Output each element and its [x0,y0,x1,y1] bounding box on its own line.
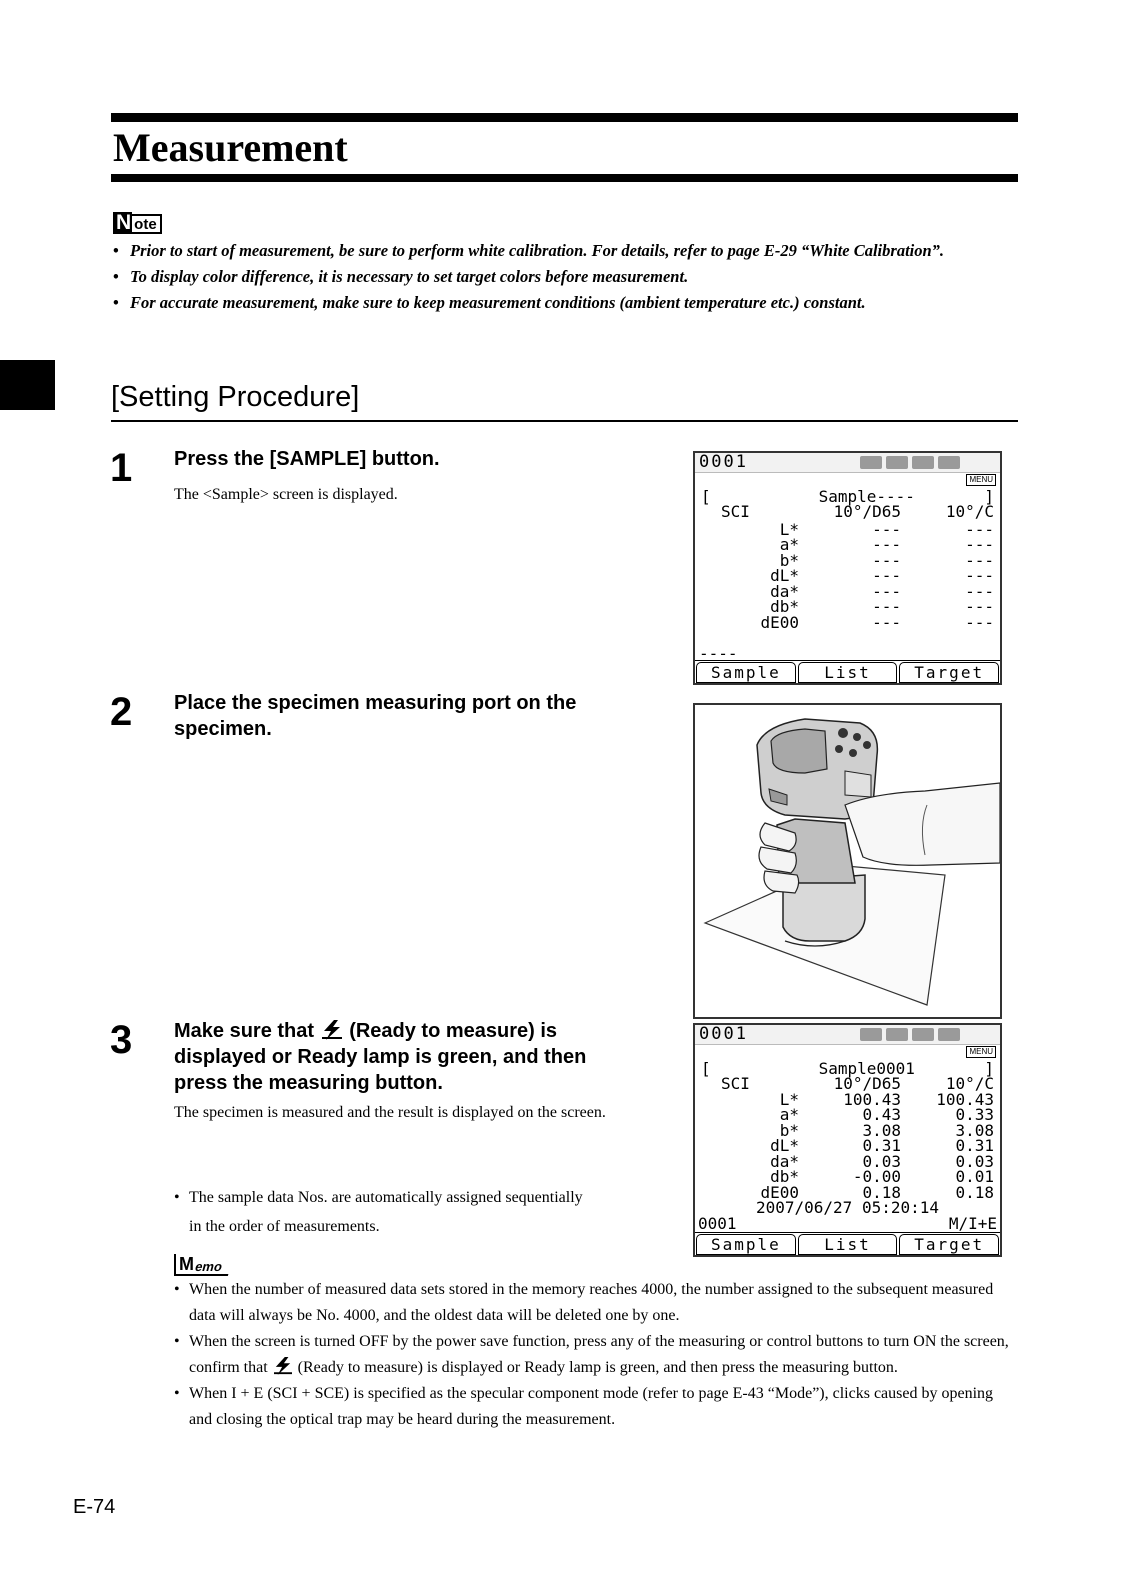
battery-icon [938,456,960,469]
lcd-tab-bar [695,660,1000,683]
note-item: • For accurate measurement, make sure to keep measurement conditions (ambient temperature etc.) constant. [113,290,1013,316]
ie-icon [886,1028,908,1041]
memo-badge [174,1254,230,1276]
lcd-data-row: b* --- --- [779,550,994,570]
spectrophotometer-illustration [695,705,1000,1017]
lcd-mode: SCI [721,1074,750,1093]
step-1-number: 1 [110,446,133,490]
lcd-data-row: b* 3.08 3.08 [779,1120,994,1140]
lcd-tab-list: List [798,662,898,683]
lcd-data-row: L* --- --- [779,519,994,539]
lcd-status-icons [860,1028,960,1041]
step-3-text: The specimen is measured and the result is displayed on the screen. [174,1104,606,1121]
lcd-data-row: da* --- --- [770,581,994,601]
lcd-bracket-right: ] [984,1058,994,1078]
lcd-col2-header: 10°/C [945,1074,994,1093]
lcd-data-row: a* --- --- [779,535,994,554]
ie-icon [886,456,908,469]
lcd-sample-name: Sample0001 [818,1058,915,1078]
lcd-tab-sample: Sample [696,1234,796,1255]
step-3-title-end: (Ready to measure) is displayed or Ready lamp is green, and then press the measuring button. [174,1020,587,1094]
title-rule-top [111,113,1018,122]
lcd-tab-sample: Sample [696,662,796,683]
step-3-title-start: Make sure that [174,1020,315,1042]
memo-badge-rest: emo [193,1260,232,1276]
step-3-number: 3 [110,1018,133,1062]
title-rule-bottom [111,174,1018,182]
lcd-mode: SCI [721,502,750,521]
lcd-sample-number: 0001 [699,1024,748,1044]
lcd-col2-header: 10°/C [945,502,994,521]
step-1-title: Press the [SAMPLE] button. [174,448,440,470]
step-3-title [174,1018,644,1096]
section-rule [111,420,1018,422]
ready-icon [912,1028,934,1041]
sample-screen-measured [693,1023,1002,1257]
lcd-footer-blank [695,630,1000,646]
step-3-bullet: • The sample data Nos. are automatically assigned sequentially in the order of measurements. [172,1183,592,1241]
memo-item: • When I + E (SCI + SCE) is specified as the specular component mode (refer to page E-43 “Mode”), clicks caused by opening and closing the optical trap may be heard during the measurement. [172,1381,1012,1433]
lcd-status-bar [695,1025,1000,1045]
lcd-footer-mode: M/I+E [948,1213,997,1233]
memo-list [172,1277,1012,1433]
memo-badge-letter: M [174,1254,195,1276]
lcd-col1-header: 10°/D65 [833,502,901,521]
note-item: • To display color difference, it is necessary to set target colors before measurement. [113,264,1013,290]
sample-screen-empty [693,451,1002,685]
lcd-footer-number: 0001 [698,1213,737,1233]
page-number: E-74 [73,1496,116,1518]
note-badge-rest: ote [132,214,162,234]
memo-item: • When the number of measured data sets stored in the memory reaches 4000, the number assigned to the subsequent measured data will always be No. 4000, and the oldest data will be deleted one by one. [172,1277,1012,1329]
lcd-footer-dashes: ---- [699,643,738,663]
lcd-sample-number: 0001 [699,452,748,472]
lcd-bracket-left: [ [701,486,711,506]
step-1-text: The <Sample> screen is displayed. [174,486,398,503]
mode-icon [860,456,882,469]
ready-icon [912,456,934,469]
step-3-bullets [172,1183,592,1241]
note-list [113,238,1013,316]
lcd-tab-target: Target [899,662,999,683]
lcd-data-row: db* -0.00 0.01 [770,1167,994,1186]
lcd-data-row: da* 0.03 0.03 [770,1151,994,1171]
note-item: • Prior to start of measurement, be sure to perform white calibration. For details, refer to page E-29 “White Calibration”. [113,238,1013,264]
lcd-data-row: dL* 0.31 0.31 [770,1136,994,1155]
lcd-data-row: db* --- --- [770,597,994,616]
note-badge-letter: N [113,212,132,234]
lcd-bracket-left: [ [701,1058,711,1078]
lcd-data-row: dL* --- --- [770,566,994,585]
step-2-title: Place the specimen measuring port on the specimen. [174,692,577,740]
lcd-sample-name: Sample---- [818,486,915,506]
step-2-number: 2 [110,690,133,734]
chapter-tab-marker [0,360,55,410]
lcd-tab-bar [695,1232,1000,1255]
lcd-data-row: dE00 0.18 0.18 [760,1182,994,1202]
ready-to-measure-icon [272,1357,294,1375]
page-title: Measurement [113,125,348,170]
lcd-data-row: dE00 --- --- [760,612,994,632]
lcd-bracket-right: ] [984,486,994,506]
lcd-tab-target: Target [899,1234,999,1255]
battery-icon [938,1028,960,1041]
lcd-data-row: a* 0.43 0.33 [779,1105,994,1124]
lcd-status-bar [695,453,1000,473]
lcd-col1-header: 10°/D65 [833,1074,901,1093]
lcd-status-icons [860,456,960,469]
mode-icon [860,1028,882,1041]
ready-to-measure-icon [320,1020,344,1040]
section-heading: [Setting Procedure] [111,381,360,413]
note-badge [113,212,162,234]
device-on-specimen-illustration [693,703,1002,1019]
memo-item: • When the screen is turned OFF by the power save function, press any of the measuring or control buttons to turn ON the screen, confirm that (Ready to measure) is displayed or Ready lamp is green, and then press the measuring button. [172,1329,1012,1381]
lcd-tab-list: List [798,1234,898,1255]
lcd-datetime: 2007/06/27 05:20:14 [755,1198,940,1217]
lcd-data-row: L* 100.43 100.43 [779,1089,994,1109]
lcd-menu-icon: MENU [966,474,996,486]
lcd-menu-icon: MENU [966,1046,996,1058]
